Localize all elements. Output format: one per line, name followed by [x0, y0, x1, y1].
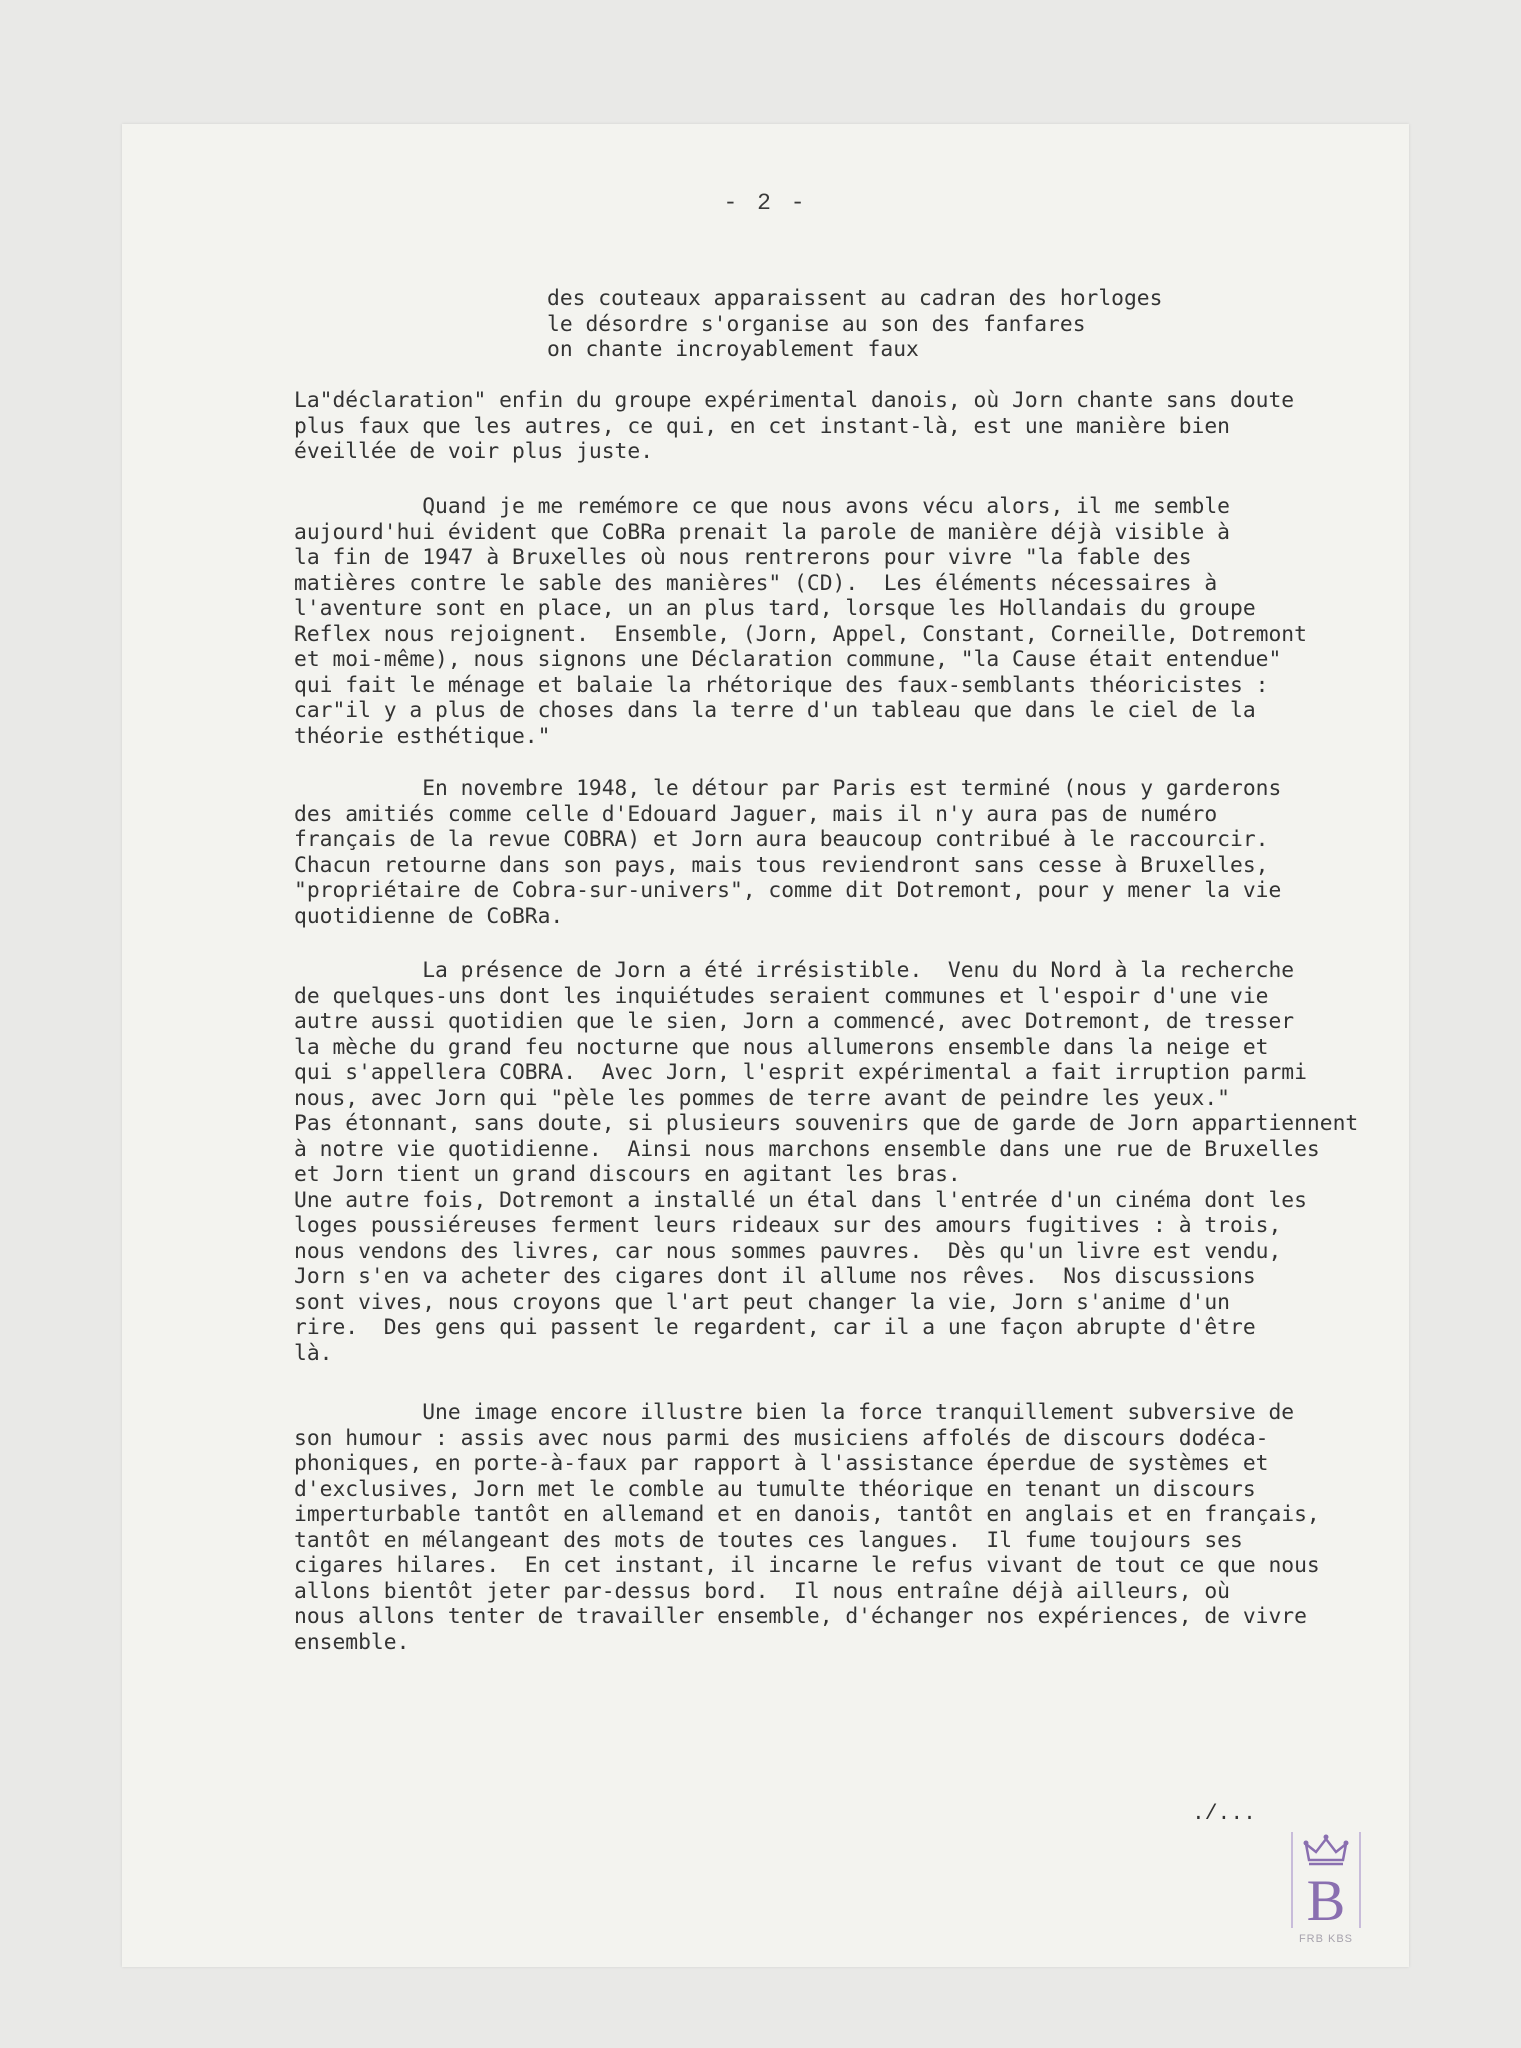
- paragraph-declaration: La"déclaration" enfin du groupe expérimental danois, où Jorn chante sans doute plus faux que les autres, ce qui, en cet instant-là, est une manière bien éveillée de voir plus juste.: [294, 388, 1295, 464]
- continuation-mark: ./...: [1192, 1802, 1256, 1826]
- crown-b-stamp-icon: [1289, 1824, 1363, 1948]
- document-page: [122, 124, 1409, 1967]
- paragraph-image-encore: Une image encore illustre bien la force tranquillement subversive de son humour : assis avec nous parmi des musiciens affolés de discours dodéca- phoniques, en porte-à-faux par rapport à l'assistance éperdue de systèmes et d'exclusives, Jorn met le comble au tumulte théorique en tenant un discours imperturbable tantôt en allemand et en danois, tantôt en anglais et en français, tantôt en mélangeant des mots de toutes ces langues. Il fume toujours ses cigares hilares. En cet instant, il incarne le refus vivant de tout ce que nous allons bientôt jeter par-dessus bord. Il nous entraîne déjà ailleurs, où nous allons tenter de travailler ensemble, d'échanger nos expériences, de vivre ensemble.: [294, 1400, 1320, 1655]
- verse-line: le désordre s'organise au son des fanfares: [547, 311, 1086, 337]
- paragraph-presence-de-jorn: La présence de Jorn a été irrésistible. Venu du Nord à la recherche de quelques-uns dont les inquiétudes seraient communes et l'espoir d'une vie autre aussi quotidien que le sien, Jorn a commencé, avec Dotremont, de tresser la mèche du grand feu nocturne que nous allumerons ensemble dans la neige et qui s'appellera COBRA. Avec Jorn, l'esprit expérimental a fait irruption parmi nous, avec Jorn qui "pèle les pommes de terre avant de peindre les yeux." Pas étonnant, sans doute, si plusieurs souvenirs que de garde de Jorn appartiennent à notre vie quotidienne. Ainsi nous marchons ensemble dans une rue de Bruxelles et Jorn tient un grand discours en agitant les bras. Une autre fois, Dotremont a installé un étal dans l'entrée d'un cinéma dont les loges poussiéreuses ferment leurs rideaux sur des amours fugitives : à trois, nous vendons des livres, car nous sommes pauvres. Dès qu'un livre est vendu, Jorn s'en va acheter des cigares dont il allume nos rêves. Nos discussions sont vives, nous croyons que l'art peut changer la vie, Jorn s'anime d'un rire. Des gens qui passent le regardent, car il a une façon abrupte d'être là.: [294, 958, 1359, 1366]
- verse-line: on chante incroyablement faux: [547, 337, 919, 362]
- paragraph-memory: Quand je me remémore ce que nous avons vécu alors, il me semble aujourd'hui évident que CoBRa prenait la parole de manière déjà visible à la fin de 1947 à Bruxelles où nous rentrerons pour vivre "la fable des matières contre le sable des manières" (CD). Les éléments nécessaires à l'aventure sont en place, un an plus tard, lorsque les Hollandais du groupe Reflex nous rejoignent. Ensemble, (Jorn, Appel, Constant, Corneille, Dotremont et moi-même), nous signons une Déclaration commune, "la Cause était entendue" qui fait le ménage et balaie la rhétorique des faux-semblants théoricistes : car"il y a plus de choses dans la terre d'un tableau que dans le ciel de la théorie esthétique.": [294, 494, 1307, 749]
- stamp-letter: B: [1306, 1868, 1346, 1933]
- library-stamp: [1289, 1824, 1363, 1948]
- verse-line: des couteaux apparaissent au cadran des horloges: [547, 286, 1163, 311]
- stamp-caption: FRB KBS: [1298, 1933, 1354, 1945]
- page-number: - 2 -: [723, 190, 808, 216]
- paragraph-november-1948: En novembre 1948, le détour par Paris est terminé (nous y garderons des amitiés comme celle d'Edouard Jaguer, mais il n'y aura pas de numéro français de la revue COBRA) et Jorn aura beaucoup contribué à le raccourcir. Chacun retourne dans son pays, mais tous reviendront sans cesse à Bruxelles, "propriétaire de Cobra-sur-univers", comme dit Dotremont, pour y mener la vie quotidienne de CoBRa.: [294, 776, 1282, 929]
- verse-quote: [547, 286, 1162, 363]
